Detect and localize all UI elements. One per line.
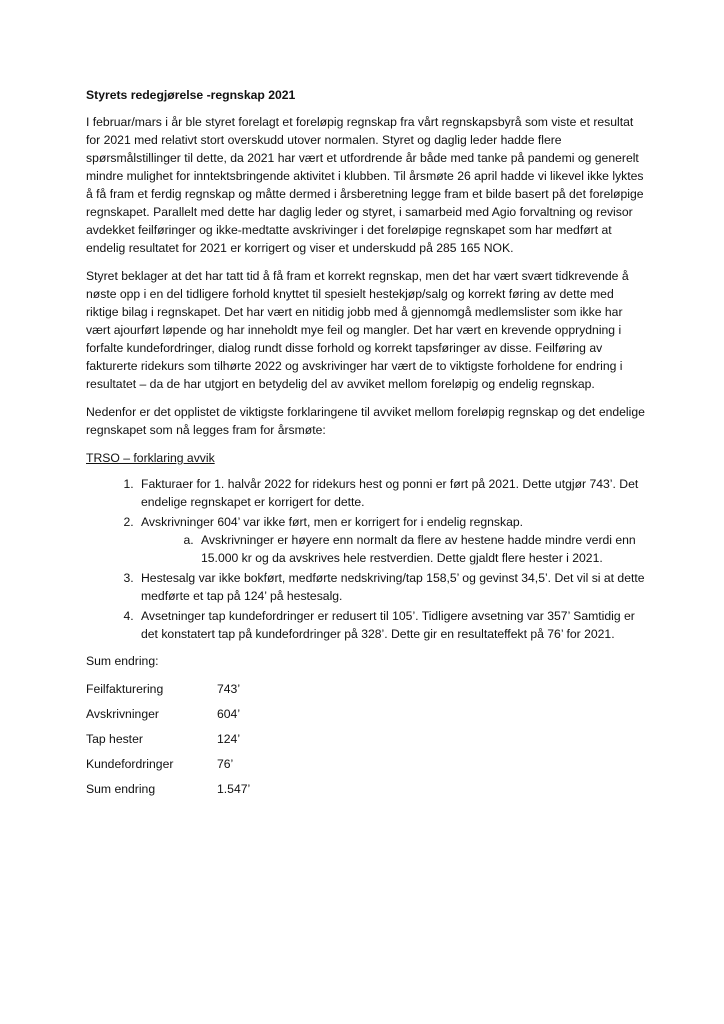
section-heading-deviation: TRSO – forklaring avvik [86,451,215,465]
sub-list-item [197,531,646,567]
sum-value: 743’ [217,682,241,696]
list-item [137,513,646,567]
sum-label: Avskrivninger [86,707,159,721]
list-item-text: Hestesalg var ikke bokført, medførte nedskriving/tap 158,5’ og gevinst 34,5’. Det vil si at dette medførte et tap på 124’ på hestesalg. [141,571,645,603]
sum-heading: Sum endring: [86,654,159,668]
list-item-text: Avsetninger tap kundefordringer er redusert til 105’. Tidligere avsetning var 357’ Samtidig er det konstatert tap på kundefordringer på 328’. Dette gir en resultateffekt på 76’ for 2021. [141,609,635,641]
sum-label: Feilfakturering [86,682,164,696]
paragraph-board-apology: Styret beklager at det har tatt tid å få fram et korrekt regnskap, men det har vært svært tidkrevende å nøste opp i en del tidligere forhold knyttet til spesielt hestekjøp/salg og korrekt føring av dette med riktige bilag i regnskapet. Det har vært en nitidig jobb med å gjennomgå medlemslister som ikke har vært ajourført løpende og har inneholdt mye feil og mangler. Det har vært en krevende opprydning i forfalte kundefordringer, dialog rundt disse forhold og korrekt tapsføringer av disse. Feilføring av fakturerte ridekurs som tilhørte 2022 og avskrivinger har vært de to viktigste forholdene for endring i resultatet – da de har utgjort en betydelig del av avviket mellom foreløpig og endelig regnskap. [86,269,629,391]
sum-value: 604’ [217,707,241,721]
sum-table [86,680,250,805]
paragraph-preliminary-accounts: I februar/mars i år ble styret forelagt et foreløpig regnskap fra vårt regnskapsbyrå som viste et resultat for 2021 med relativt stort overskudd utover normalen. Styret og daglig leder hadde flere spørsmålstillinger til dette, da 2021 har vært et utfordrende år både med tanke på pandemi og generelt mindre mulighet for inntektsbringende aktivitet i klubben. Til årsmøte 26 april hadde vi likevel ikke lyktes å få fram et ferdig regnskap og måtte dermed i årsberetning legge fram et bilde basert på det foreløpige regnskapet. Parallelt med dette har daglig leder og styret, i samarbeid med Agio forvaltning og revisor avdekket feilføringer og ikke-medtatte avskrivinger i det foreløpige regnskapet som har medført at endelig resultatet for 2021 er korrigert og viser et underskudd på 285 165 NOK. [86,115,644,255]
sub-list [141,531,646,567]
sum-label: Tap hester [86,732,143,746]
sum-value: 76’ [217,757,234,771]
list-item-text: Avskrivninger 604’ var ikke ført, men er korrigert for i endelig regnskap. [141,515,524,529]
table-row [86,730,250,755]
list-item [137,475,646,511]
sum-value: 124’ [217,732,241,746]
list-item [137,569,646,605]
table-row [86,780,250,805]
list-item-text: Fakturaer for 1. halvår 2022 for ridekurs hest og ponni er ført på 2021. Dette utgjør 743’. Det endelige regnskapet er korrigert for dette. [141,477,639,509]
deviation-list [86,475,646,643]
sum-label: Kundefordringer [86,757,174,771]
sub-list-item-text: Avskrivninger er høyere enn normalt da flere av hestene hadde mindre verdi enn 15.000 kr og da avskrives hele restverdien. Dette gjaldt flere hester i 2021. [201,533,636,565]
table-row [86,755,250,780]
table-row [86,680,250,705]
document-title: Styrets redegjørelse -regnskap 2021 [86,88,296,102]
paragraph-list-intro: Nedenfor er det opplistet de viktigste forklaringene til avviket mellom foreløpig regnskap og det endelige regnskapet som nå legges fram for årsmøte: [86,405,645,437]
sum-value: 1.547’ [217,782,251,796]
sum-label: Sum endring [86,782,156,796]
list-item [137,607,646,643]
table-row [86,705,250,730]
document-body [86,86,646,805]
